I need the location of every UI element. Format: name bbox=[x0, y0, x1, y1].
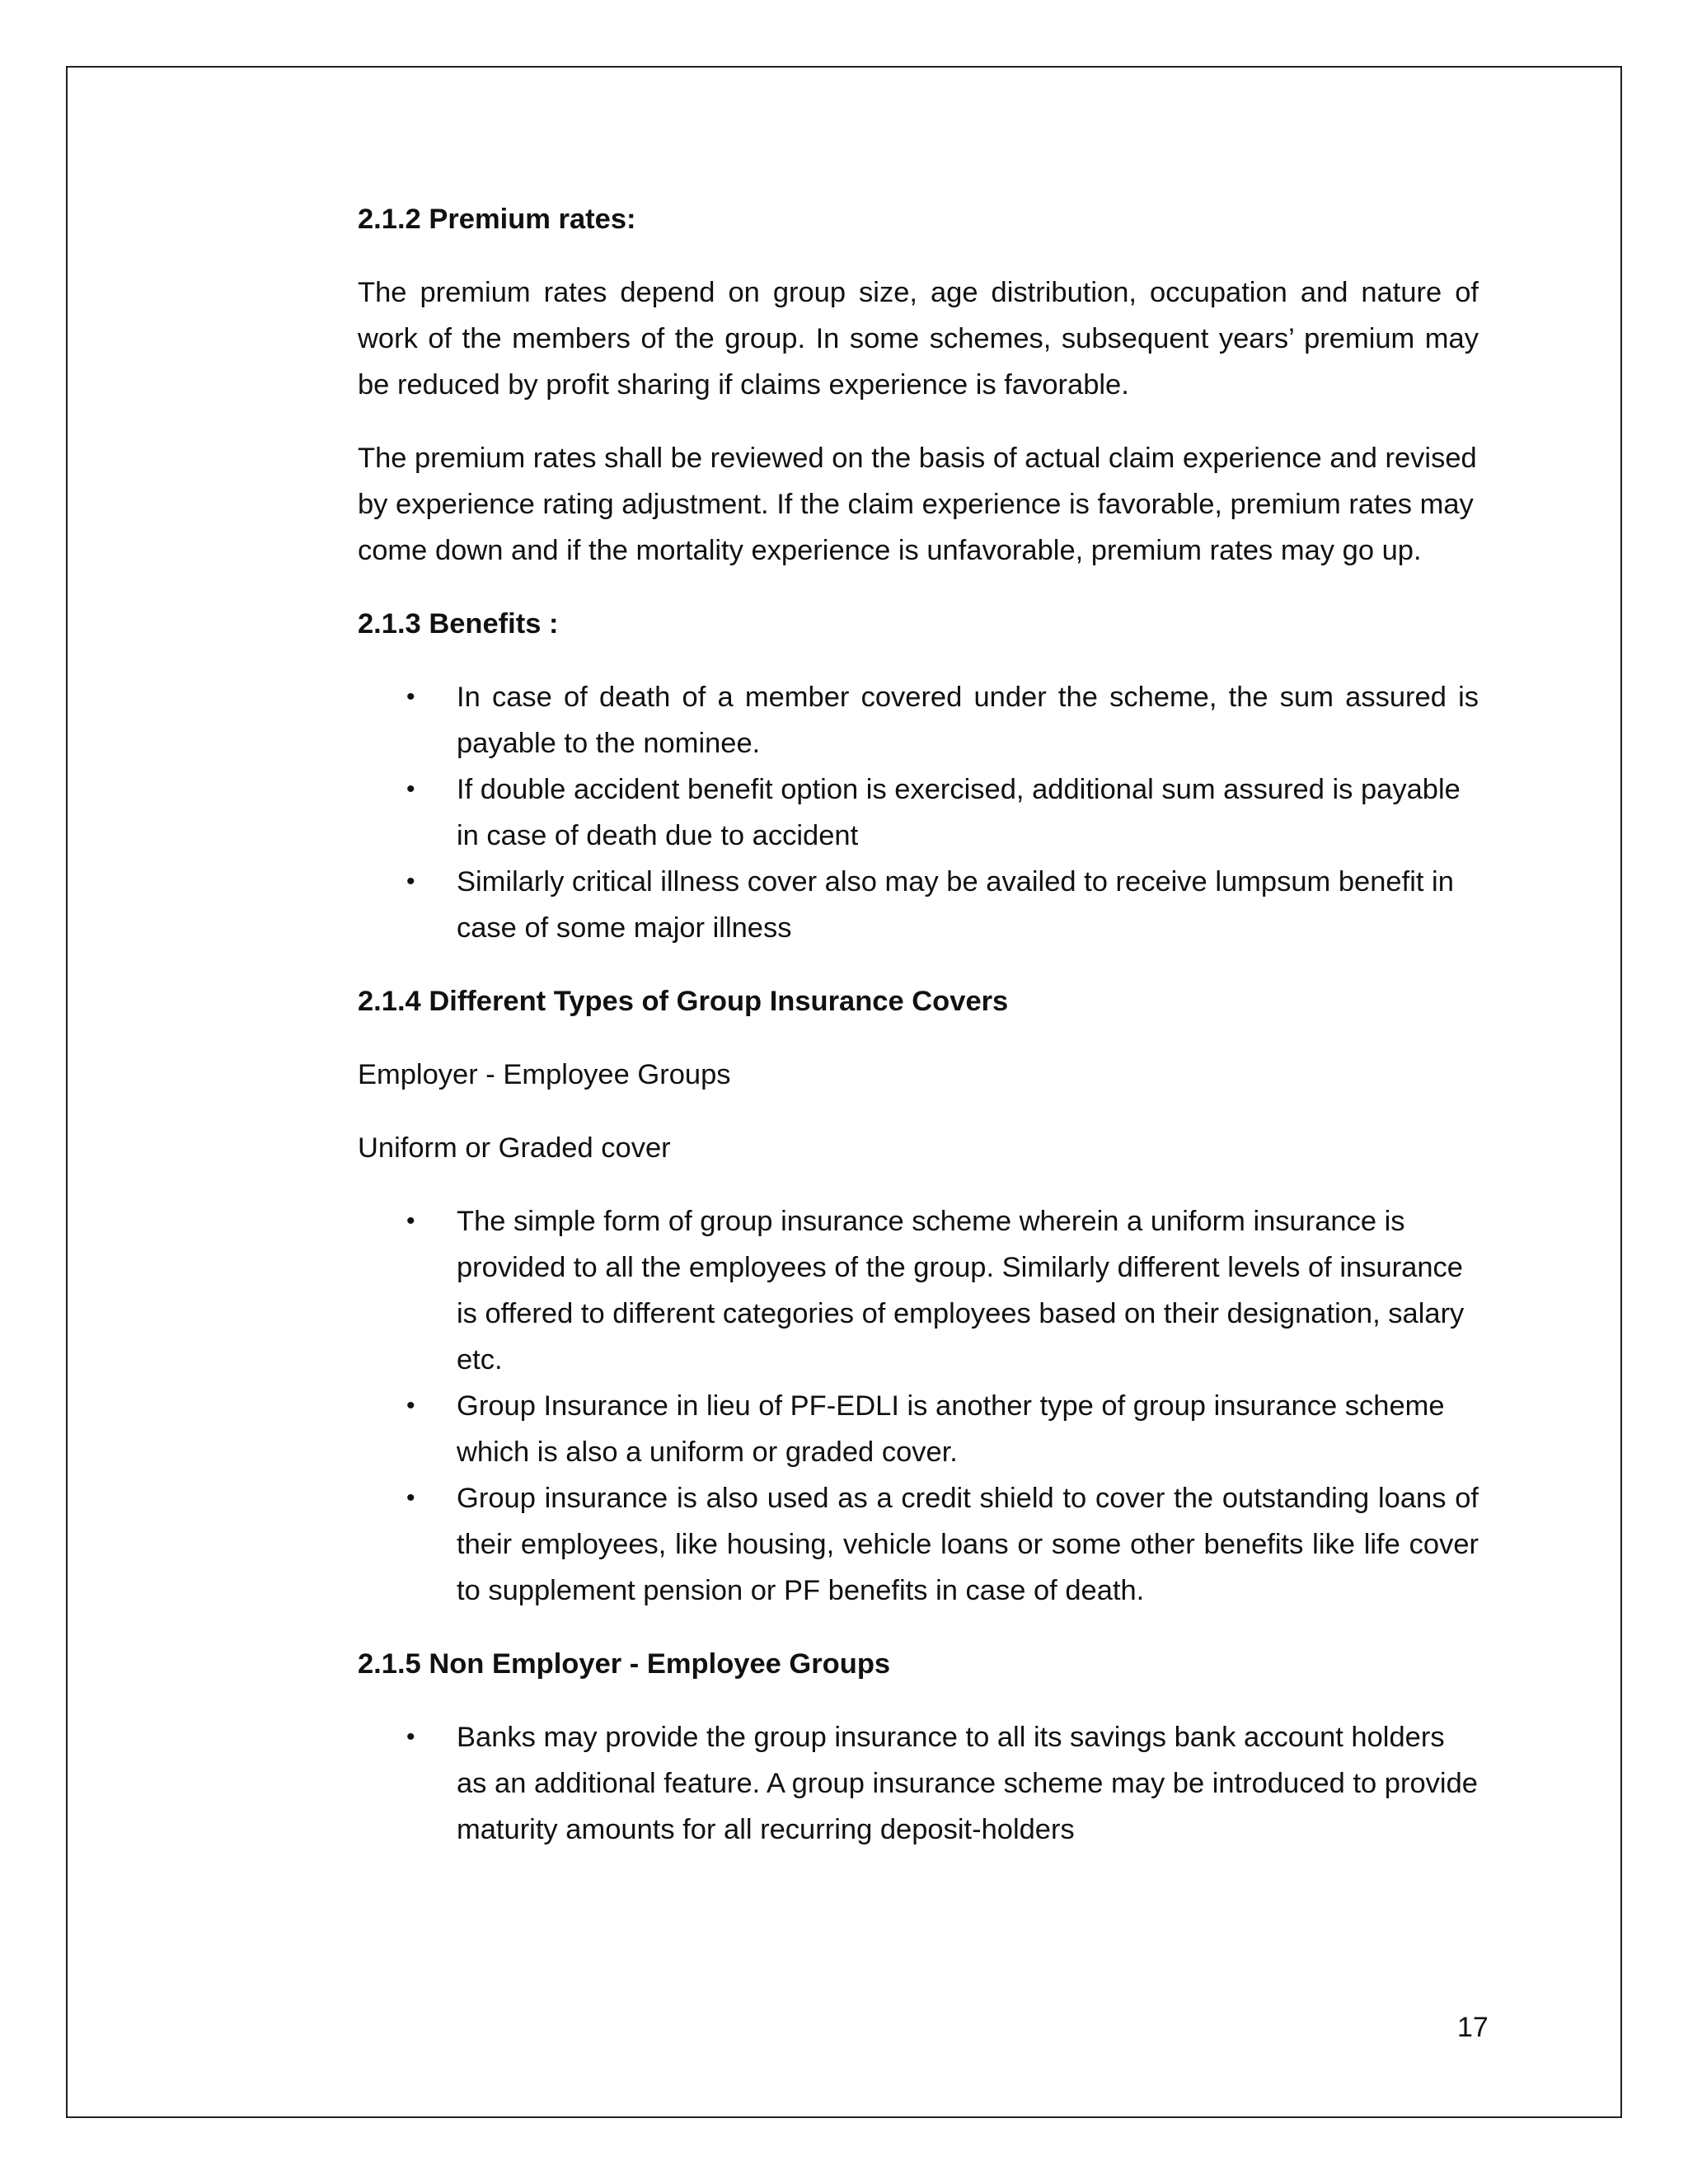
section-heading-premium-rates: 2.1.2 Premium rates: bbox=[358, 204, 636, 235]
list-item bbox=[358, 1198, 1479, 1383]
section-heading-group-insurance-covers: 2.1.4 Different Types of Group Insurance Covers bbox=[358, 986, 1009, 1017]
list-item-text: In case of death of a member covered under the scheme, the sum assured is payable to the nominee. bbox=[457, 682, 1479, 759]
subheading-employer-employee-groups: Employer - Employee Groups bbox=[358, 1059, 731, 1090]
list-item-text: If double accident benefit option is exercised, additional sum assured is payable in case of death due to accident bbox=[457, 774, 1461, 851]
benefits-list bbox=[358, 674, 1479, 951]
cover-types-list bbox=[358, 1198, 1479, 1614]
list-item bbox=[358, 674, 1479, 766]
bullet-icon: • bbox=[406, 1484, 415, 1511]
bullet-icon: • bbox=[406, 1723, 415, 1750]
page-number: 17 bbox=[1457, 2012, 1489, 2043]
section-heading-non-employer-groups: 2.1.5 Non Employer - Employee Groups bbox=[358, 1648, 891, 1680]
paragraph-premium-rates-2: The premium rates shall be reviewed on the basis of actual claim experience and revised by experience rating adjustment. If the claim experience is favorable, premium rates may come down and if the mortality experience is unfavorable, premium rates may go up. bbox=[358, 443, 1477, 566]
section-heading-benefits: 2.1.3 Benefits : bbox=[358, 608, 559, 640]
list-item-text: Banks may provide the group insurance to all its savings bank account holders as an additional feature. A group insurance scheme may be introduced to provide maturity amounts for all recurring deposit-holders bbox=[457, 1722, 1478, 1845]
list-item-text: Group Insurance in lieu of PF-EDLI is another type of group insurance scheme which is also a uniform or graded cover. bbox=[457, 1390, 1445, 1468]
document-body bbox=[358, 196, 1479, 1880]
list-item-text: The simple form of group insurance scheme wherein a uniform insurance is provided to all the employees of the group. Similarly different levels of insurance is offered to different categories of employees based on their designation, salary etc. bbox=[457, 1206, 1465, 1376]
list-item bbox=[358, 859, 1479, 951]
list-item bbox=[358, 1383, 1479, 1475]
non-employer-list bbox=[358, 1714, 1479, 1853]
bullet-icon: • bbox=[406, 868, 415, 895]
bullet-icon: • bbox=[406, 683, 415, 710]
paragraph-premium-rates-1: The premium rates depend on group size, age distribution, occupation and nature of work of the members of the group. In some schemes, subsequent years’ premium may be reduced by profit sharing if claims experience is favorable. bbox=[358, 277, 1479, 401]
subheading-uniform-or-graded-cover: Uniform or Graded cover bbox=[358, 1132, 671, 1164]
list-item-text: Group insurance is also used as a credit shield to cover the outstanding loans of their employees, like housing, vehicle loans or some other benefits like life cover to supplement pension or PF benefits in case of death. bbox=[457, 1483, 1479, 1606]
list-item-text: Similarly critical illness cover also may be availed to receive lumpsum benefit in case of some major illness bbox=[457, 866, 1454, 944]
bullet-icon: • bbox=[406, 1392, 415, 1419]
list-item bbox=[358, 1714, 1479, 1853]
list-item bbox=[358, 1475, 1479, 1614]
bullet-icon: • bbox=[406, 776, 415, 803]
list-item bbox=[358, 766, 1479, 859]
bullet-icon: • bbox=[406, 1207, 415, 1235]
